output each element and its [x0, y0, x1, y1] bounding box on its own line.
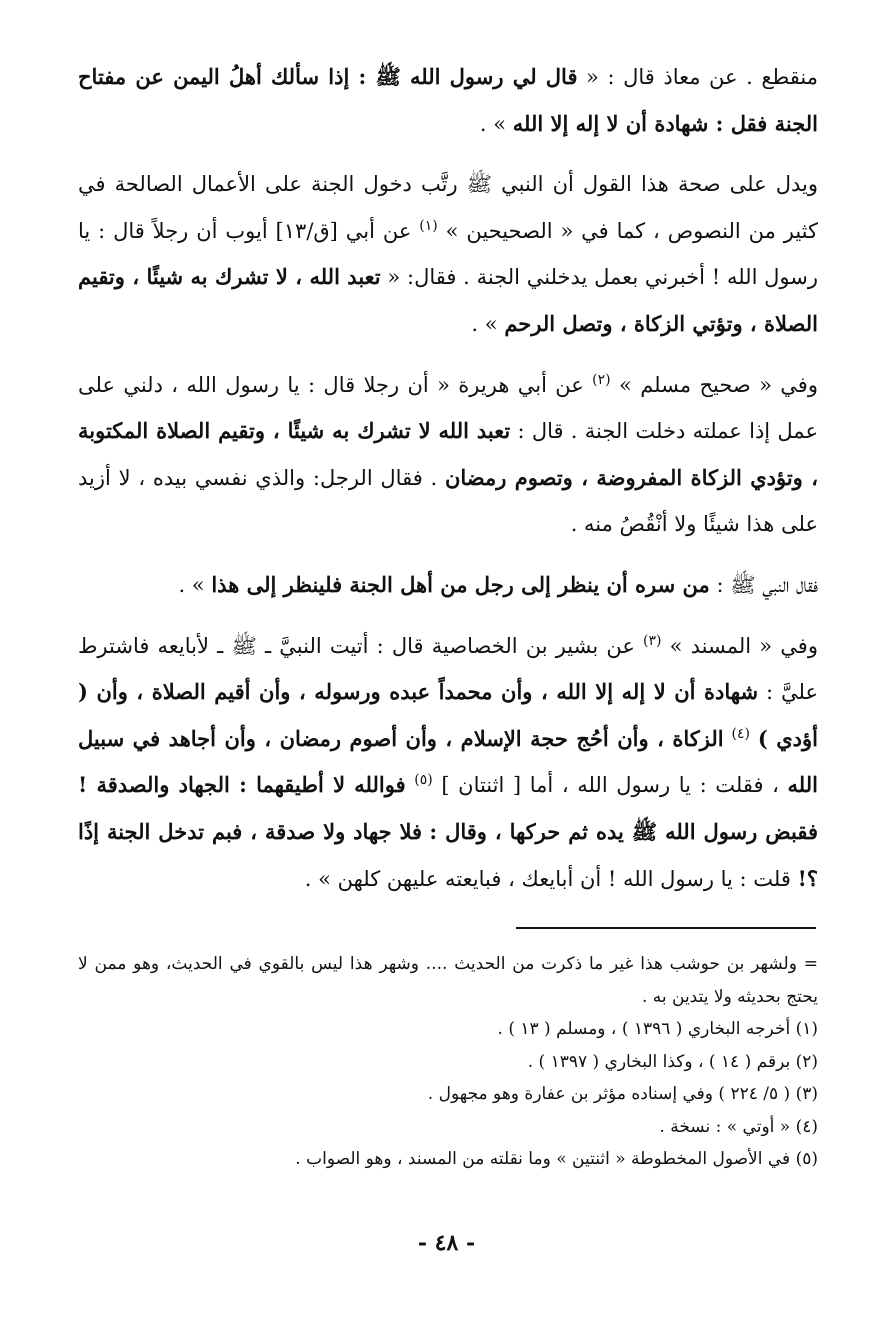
- text-segment: قلت : يا رسول الله ! أن أبايعك ، فبايعته عليهن كلهن » .: [304, 866, 791, 891]
- hadith-quote: من سره أن ينظر إلى رجل من أهل الجنة فلينظر إلى هذا: [211, 571, 710, 597]
- text-segment: ويدل على صحة هذا القول أن النبي ﷺ رتَّب دخول الجنة على الأعمال الصالحة في كثير من النصوص ، كما في « الصحيحين »: [78, 172, 818, 243]
- hadith-quote: شهادة أن لا إله إلا الله ، وأن محمداً عبده ورسوله ، وأن أقيم الصلاة ، وأن ( أؤدي ): [78, 679, 818, 751]
- text-segment: » .: [178, 572, 205, 597]
- footnote-4: (٤) « أوتي » : نسخة .: [659, 1116, 818, 1137]
- text-segment: . فقال الرجل: والذي نفسي بيده ، لا أزيد على هذا شيئًا ولا أنْقُصُ منه .: [78, 465, 818, 537]
- hadith-quote: فوالله لا أطيقهما : الجهاد والصدقة ! فقبض رسول الله ﷺ يده ثم حركها ، وقال :: [78, 772, 818, 844]
- footnote-3: (٣) ( ٥/ ٢٢٤ ) وفي إسناده مؤثر بن عفارة وهو مجهول .: [427, 1084, 818, 1104]
- footnote-2: (٢) برقم ( ١٤ ) ، وكذا البخاري ( ١٣٩٧ ) .: [527, 1051, 818, 1072]
- footnote-ref-3: (٣): [643, 632, 662, 649]
- text-segment: فقال النبي ﷺ :: [716, 572, 818, 597]
- text-segment: وفي « المسند »: [669, 633, 818, 658]
- footnotes: [78, 948, 818, 1176]
- text-segment: ، فقلت : يا رسول الله ، أما [ اثنتان ]: [441, 773, 779, 798]
- hadith-quote: فلا جهاد ولا صدقة ، فبم تدخل الجنة إذًا ؟!: [78, 818, 818, 891]
- paragraph-2: [78, 161, 818, 347]
- hadith-quote: الزكاة ، وأن أحُج حجة الإسلام ، وأن أصوم رمضان ، وأن أجاهد في سبيل الله: [78, 725, 818, 798]
- footnote-divider: [516, 927, 816, 929]
- paragraph-3: [78, 362, 818, 548]
- footnote-ref-2: (٢): [592, 371, 611, 388]
- text-segment: عن أبي هريرة « أن رجلا قال : يا رسول الله ، دلني على عمل إذا عملته دخلت الجنة . قال :: [78, 372, 818, 444]
- hadith-quote: تعبد الله ، لا تشرك به شيئًا ، وتقيم الصلاة ، وتؤتي الزكاة ، وتصل الرحم: [78, 264, 818, 336]
- footnote-5: (٥) في الأصول المخطوطة « اثنتين » وما نقلته من المسند ، وهو الصواب .: [295, 1149, 818, 1169]
- page-number: - ٤٨ -: [417, 1230, 476, 1256]
- hadith-quote: قال لي رسول الله ﷺ : إذا سألك أهلُ اليمن عن مفتاح الجنة فقل : شهادة أن لا إله إلا الله: [78, 64, 818, 136]
- text-segment: » .: [471, 311, 498, 336]
- text-segment: عن أبي [ق/١٣] أيوب أن رجلاً قال : يا رسول الله ! أخبرني بعمل يدخلني الجنة . فقال: «: [78, 218, 819, 290]
- main-text: [78, 54, 818, 902]
- footnote-continuation: = ولشهر بن حوشب هذا غير ما ذكرت من الحديث .... وشهر هذا ليس بالقوي في الحديث، وهو ممن لا يحتج بحديثه ولا يتدين به .: [78, 954, 818, 1007]
- footnote-ref-4: (٤): [731, 725, 750, 742]
- footnote-1: (١) أخرجه البخاري ( ١٣٩٦ ) ، ومسلم ( ١٣ ) .: [497, 1019, 818, 1039]
- footnote-ref-1: (١): [419, 217, 438, 234]
- text-segment: وفي « صحيح مسلم »: [619, 372, 818, 397]
- text-segment: عن بشير بن الخصاصية قال : أتيت النبيَّ ـ ﷺ ـ لأبايعه فاشترط عليَّ :: [78, 633, 818, 705]
- text-segment: منقطع . عن معاذ قال : «: [586, 65, 818, 89]
- footnote-ref-5: (٥): [414, 772, 433, 789]
- text-segment: » .: [479, 111, 507, 136]
- paragraph-5: [78, 623, 818, 903]
- paragraph-1: [78, 54, 818, 147]
- hadith-quote: تعبد الله لا تشرك به شيئًا ، وتقيم الصلاة المكتوبة ، وتؤدي الزكاة المفروضة ، وتصوم رمضان: [78, 418, 818, 490]
- paragraph-4: [78, 562, 818, 609]
